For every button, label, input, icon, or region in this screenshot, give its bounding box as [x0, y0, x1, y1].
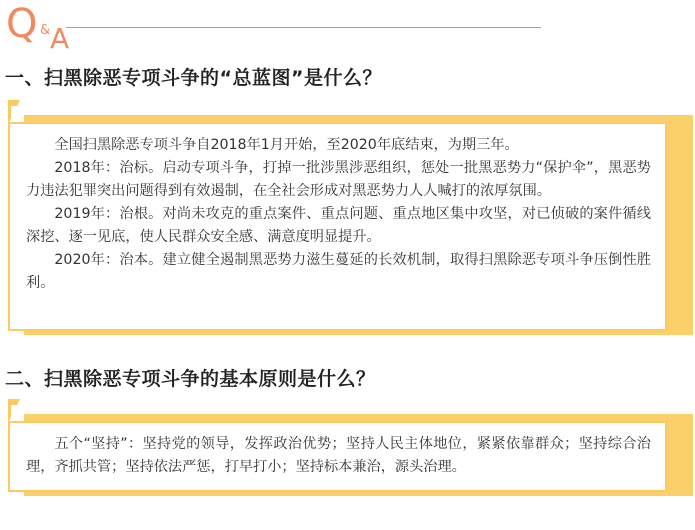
section-1-paragraph: 2019年：治根。对尚未攻克的重点案件、重点问题、重点地区集中攻坚，对已侦破的案件循线深挖、逐一见底，使人民群众安全感、满意度明显提升。: [26, 206, 651, 245]
section-1-paragraph: 2018年：治标。启动专项斗争，打掉一批涉黑涉恶组织，惩处一批黑恶势力“保护伞”，黑恶势力违法犯罪突出问题得到有效遏制，在全社会形成对黑恶势力人人喊打的浓厚氛围。: [26, 160, 651, 199]
section-1-heading: 一、扫黑除恶专项斗争的“总蓝图”是什么？: [5, 67, 382, 89]
header-divider: [66, 27, 541, 28]
qa-logo-amp: &: [40, 23, 51, 38]
qa-logo-a: A: [50, 22, 70, 55]
section-1-content: [26, 134, 651, 295]
answer-card-tab-inner: [11, 106, 18, 124]
answer-card-body: [8, 122, 667, 331]
section-1-paragraph: 2020年：治本。建立健全遏制黑恶势力滋生蔓延的长效机制，取得扫黑除恶专项斗争压倒性胜利。: [26, 252, 651, 291]
section-2-answer-card: [8, 399, 693, 499]
section-1-answer-card: [8, 100, 693, 340]
answer-card-body: [8, 421, 667, 492]
section-2-content: [26, 433, 651, 479]
answer-card-tab-inner: [11, 405, 18, 423]
section-2-heading: 二、扫黑除恶专项斗争的基本原则是什么？: [5, 368, 376, 390]
section-1-paragraph: 全国扫黑除恶专项斗争自2018年1月开始，至2020年底结束，为期三年。: [54, 137, 519, 153]
section-2-paragraph: 五个“坚持”：坚持党的领导，发挥政治优势；坚持人民主体地位，紧紧依靠群众；坚持综合治理，齐抓共管；坚持依法严惩，打早打小；坚持标本兼治，源头治理。: [26, 436, 651, 475]
qa-logo-q: Q: [6, 1, 38, 47]
